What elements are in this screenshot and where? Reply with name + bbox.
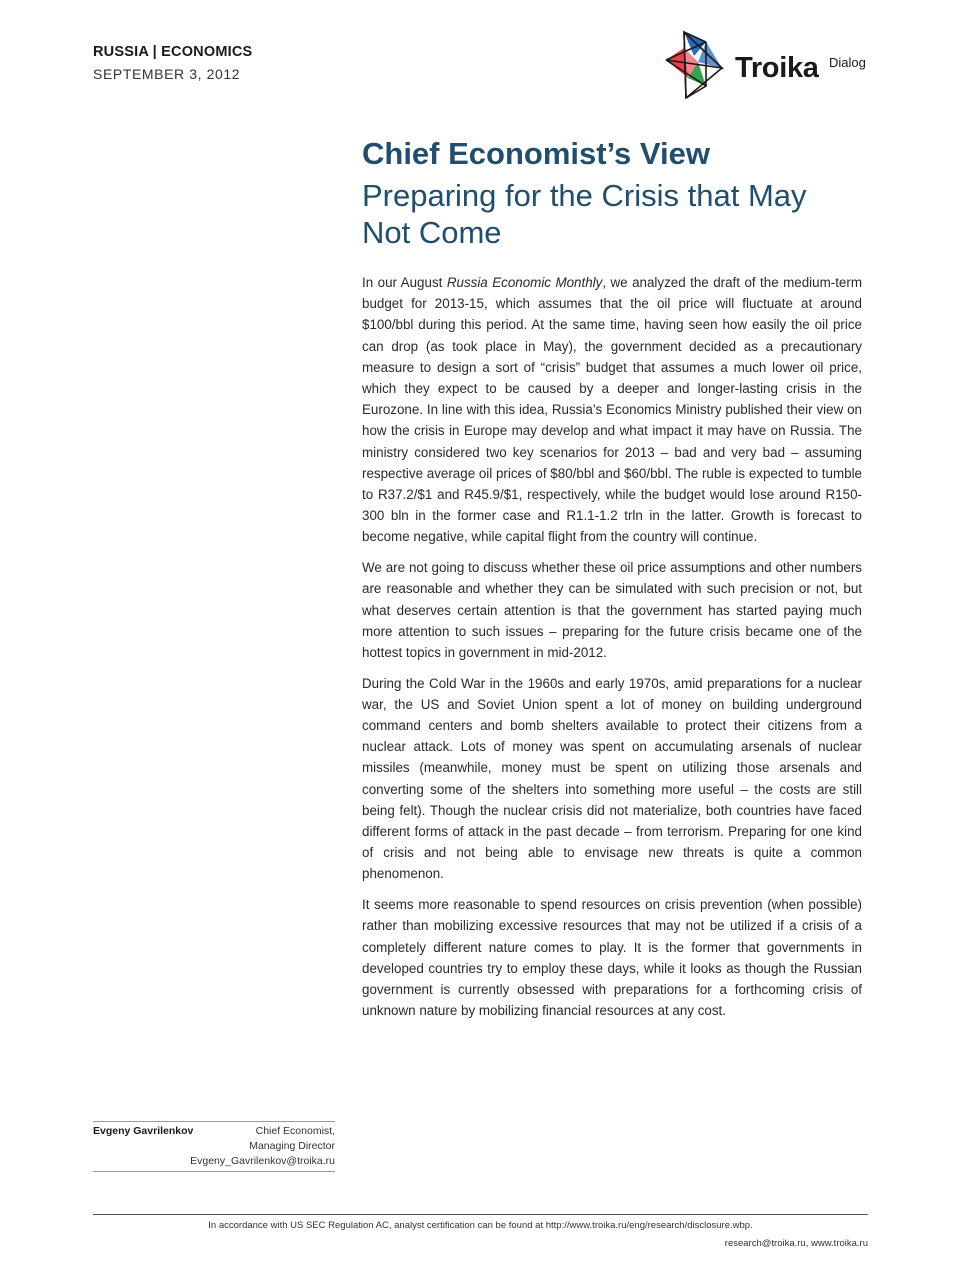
author-name: Evgeny Gavrilenkov — [93, 1125, 194, 1137]
article-body — [362, 272, 862, 1031]
paragraph-1: In our August Russia Economic Monthly, we analyzed the draft of the medium-term budget for 2013-15, which assumes that the oil price will fluctuate at around $100/bbl during this period. At the same time, having seen how easily the oil price can drop (as took place in May), the government decided as a precautionary measure to design a sort of “crisis” budget that assumes a much lower oil price, which they expect to be caused by a deeper and longer-lasting crisis in the Eurozone. In line with this idea, Russia’s Economics Ministry published their view on how the crisis in Europe may develop and what impact it may have on Russia. The ministry considered two key scenarios for 2013 – bad and very bad – assuming respective average oil prices of $80/bbl and $60/bbl. The ruble is expected to tumble to R37.2/$1 and R45.9/$1, respectively, while the budget would lose around R150-300 bln in the former case and R1.1-1.2 trln in the latter. Growth is forecast to become negative, while capital flight from the country will continue. — [362, 275, 862, 545]
author-role: Chief Economist, — [255, 1125, 335, 1137]
paragraph-2: We are not going to discuss whether these oil price assumptions and other numbers are reasonable and whether they can be simulated with such precision or not, but what deserves certain attention is that the government has started paying much more attention to such issues – preparing for the future crisis became one of the hottest topics in government in mid-2012. — [362, 560, 862, 660]
section-label: RUSSIA | ECONOMICS — [93, 44, 253, 60]
author-bottom-divider — [93, 1171, 335, 1172]
author-title: Managing Director — [249, 1140, 335, 1152]
logo-word: Troika — [735, 52, 819, 84]
footer-regulation-note: In accordance with US SEC Regulation AC, analyst certification can be found at http://www.troika.ru/eng/research/disclosure.wbp. — [208, 1220, 753, 1231]
troika-dialog-logo — [658, 28, 878, 104]
page-subtitle: Preparing for the Crisis that May Not Come — [362, 178, 807, 250]
paragraph-3: During the Cold War in the 1960s and early 1970s, amid preparations for a nuclear war, the US and Soviet Union spent a lot of money on building underground command centers and bomb shelters available to protect their citizens from a nuclear attack. Lots of money was spent on accumulating arsenals of nuclear missiles (meanwhile, money must be spent on utilizing those arsenals and converting some of the shelters into something more useful – the costs are still being felt). Though the nuclear crisis did not materialize, both countries have faced different forms of attack in the past decade – from terrorism. Preparing for one kind of crisis and not being able to envisage new threats is quite a common phenomenon. — [362, 675, 862, 882]
publication-title: Russia Economic Monthly — [446, 275, 603, 290]
author-box — [93, 1121, 335, 1172]
author-email[interactable]: Evgeny_Gavrilenkov@troika.ru — [190, 1155, 335, 1167]
report-date: SEPTEMBER 3, 2012 — [93, 66, 241, 82]
troika-star-logo-icon — [658, 28, 730, 104]
footer-contact[interactable]: research@troika.ru, www.troika.ru — [724, 1238, 868, 1249]
paragraph-4: It seems more reasonable to spend resources on crisis prevention (when possible) rather than mobilizing excessive resources that may not be utilized if a crisis of a completely different nature comes to play. It is the former that governments in developed countries try to employ these days, while it looks as though the Russian government is currently obsessed with preparations for a forthcoming crisis of unknown nature by mobilizing financial resources at any cost. — [362, 897, 862, 1019]
page-title: Chief Economist’s View — [362, 136, 710, 171]
logo-superscript: Dialog — [829, 55, 866, 70]
footer-divider — [93, 1214, 868, 1215]
